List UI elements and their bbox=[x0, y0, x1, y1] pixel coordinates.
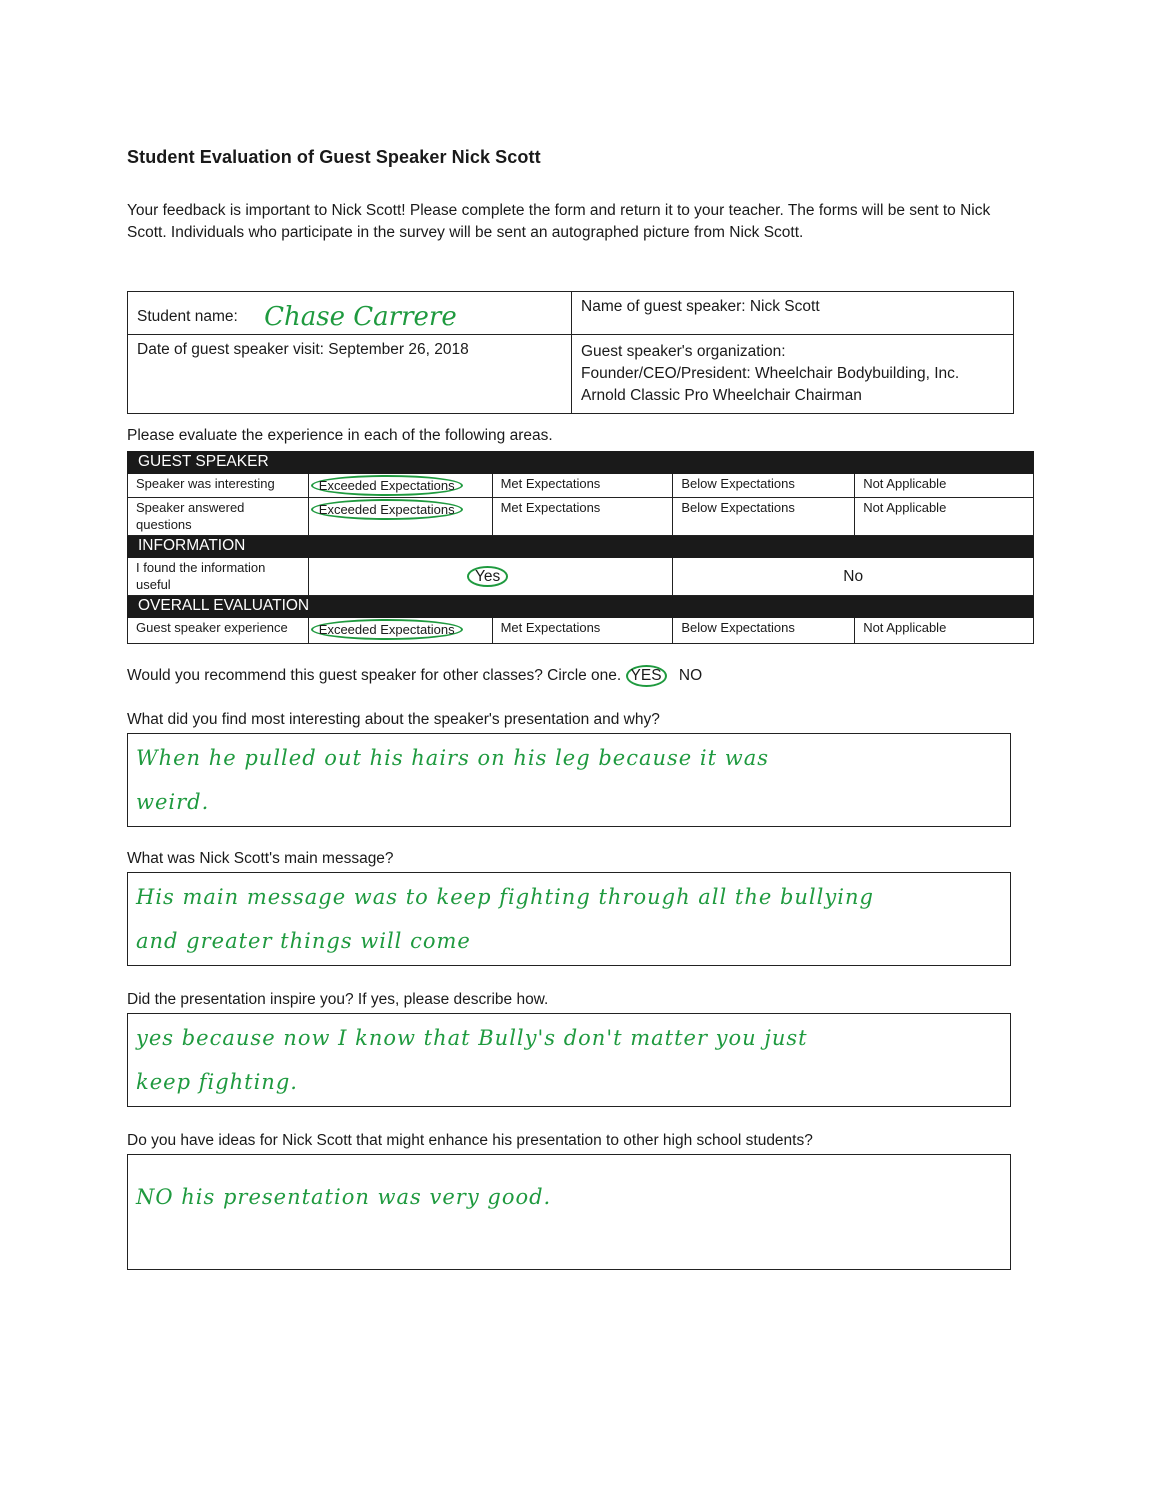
answer-box-interesting[interactable] bbox=[127, 733, 1011, 827]
answer-line-1: When he pulled out his hairs on his leg because it was bbox=[136, 746, 769, 770]
option-exceeded-interesting[interactable] bbox=[308, 474, 492, 498]
option-below-interesting[interactable]: Below Expectations bbox=[673, 474, 855, 498]
question-ideas: Do you have ideas for Nick Scott that might enhance his presentation to other high school students? bbox=[127, 1132, 813, 1149]
question-main-message: What was Nick Scott's main message? bbox=[127, 850, 394, 867]
answer-line-2: weird. bbox=[136, 790, 210, 814]
table-row bbox=[128, 618, 1034, 644]
question-interesting: What did you find most interesting about the speaker's presentation and why? bbox=[127, 711, 660, 728]
option-na-experience[interactable]: Not Applicable bbox=[855, 618, 1034, 644]
row-label-answered: Speaker answered questions bbox=[128, 498, 309, 536]
option-met-experience[interactable]: Met Expectations bbox=[492, 618, 673, 644]
option-na-answered[interactable]: Not Applicable bbox=[855, 498, 1034, 536]
option-met-answered[interactable]: Met Expectations bbox=[492, 498, 673, 536]
evaluation-grid bbox=[127, 451, 1034, 644]
table-row bbox=[128, 558, 1034, 596]
option-yes-useful[interactable] bbox=[308, 558, 673, 596]
student-name-label: Student name: bbox=[137, 308, 238, 325]
evaluate-prompt: Please evaluate the experience in each of the following areas. bbox=[127, 427, 553, 444]
org-cell bbox=[572, 335, 1014, 414]
option-text: Exceeded Expectations bbox=[311, 619, 463, 640]
option-met-interesting[interactable]: Met Expectations bbox=[492, 474, 673, 498]
answer-line-1: NO his presentation was very good. bbox=[136, 1185, 552, 1209]
answer-line-2: keep fighting. bbox=[136, 1070, 298, 1094]
option-exceeded-experience[interactable] bbox=[308, 618, 492, 644]
student-name-value: Chase Carrere bbox=[264, 302, 457, 332]
row-label-experience: Guest speaker experience bbox=[128, 618, 309, 644]
recommend-question: Would you recommend this guest speaker for other classes? Circle one. bbox=[127, 667, 622, 684]
option-text: Exceeded Expectations bbox=[311, 475, 463, 496]
row-label-interesting: Speaker was interesting bbox=[128, 474, 309, 498]
question-inspire: Did the presentation inspire you? If yes, please describe how. bbox=[127, 991, 549, 1008]
visit-date-label: Date of guest speaker visit: September 26, 2018 bbox=[137, 341, 469, 358]
answer-box-inspire[interactable] bbox=[127, 1013, 1011, 1107]
visit-date-cell bbox=[128, 335, 572, 414]
section-information: INFORMATION bbox=[128, 536, 1034, 558]
recommend-yes[interactable]: YES bbox=[626, 665, 667, 687]
option-below-experience[interactable]: Below Expectations bbox=[673, 618, 855, 644]
answer-box-ideas[interactable] bbox=[127, 1154, 1011, 1270]
answer-line-1: yes because now I know that Bully's don't matter you just bbox=[136, 1026, 808, 1050]
option-text: Yes bbox=[467, 566, 508, 587]
student-name-cell[interactable] bbox=[128, 292, 572, 335]
recommend-line bbox=[127, 665, 702, 687]
org-line-2: Arnold Classic Pro Wheelchair Chairman bbox=[581, 387, 862, 404]
row-label-useful: I found the information useful bbox=[128, 558, 309, 596]
answer-box-main-message[interactable] bbox=[127, 872, 1011, 966]
guest-name-label: Name of guest speaker: Nick Scott bbox=[581, 298, 820, 315]
option-no-useful[interactable]: No bbox=[673, 558, 1034, 596]
table-row bbox=[128, 474, 1034, 498]
section-overall: OVERALL EVALUATION bbox=[128, 596, 1034, 618]
option-na-interesting[interactable]: Not Applicable bbox=[855, 474, 1034, 498]
org-line-1: Founder/CEO/President: Wheelchair Bodybuilding, Inc. bbox=[581, 365, 960, 382]
section-guest-speaker: GUEST SPEAKER bbox=[128, 452, 1034, 474]
option-text: Exceeded Expectations bbox=[311, 499, 463, 520]
org-label: Guest speaker's organization: bbox=[581, 343, 786, 360]
guest-name-cell bbox=[572, 292, 1014, 335]
option-exceeded-answered[interactable] bbox=[308, 498, 492, 536]
page-title: Student Evaluation of Guest Speaker Nick Scott bbox=[127, 147, 541, 167]
option-below-answered[interactable]: Below Expectations bbox=[673, 498, 855, 536]
intro-text: Your feedback is important to Nick Scott! Please complete the form and return it to your teacher. The forms will be sent to Nick Scott. Individuals who participate in the survey will be sent an autographed picture from Nick Scott. bbox=[127, 202, 991, 241]
info-table bbox=[127, 291, 1014, 414]
recommend-no[interactable]: NO bbox=[678, 667, 703, 684]
answer-line-2: and greater things will come bbox=[136, 929, 471, 953]
answer-line-1: His main message was to keep fighting through all the bullying bbox=[136, 885, 874, 909]
table-row bbox=[128, 498, 1034, 536]
